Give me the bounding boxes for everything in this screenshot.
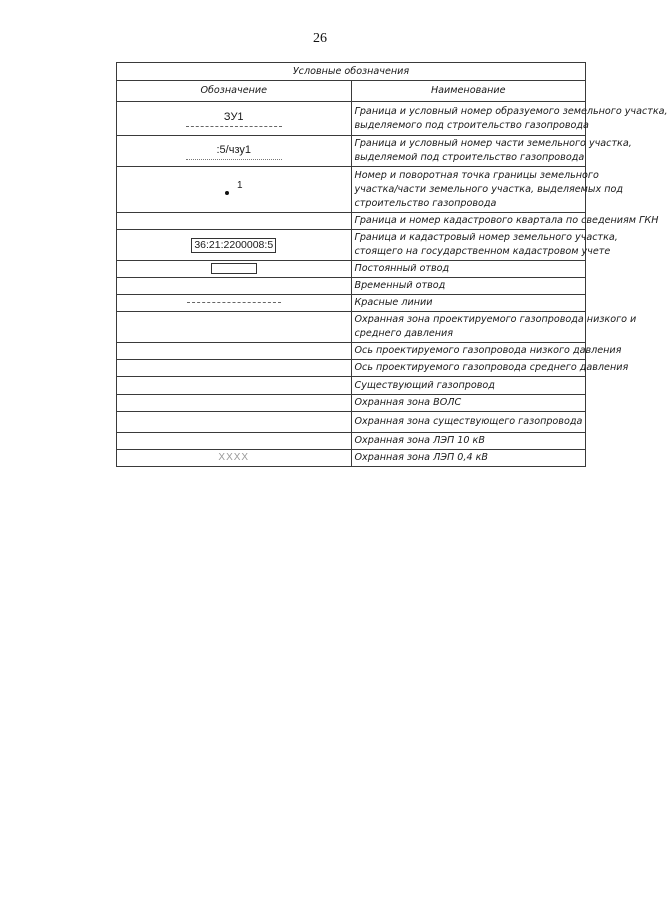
name-cell bbox=[351, 360, 629, 377]
symbol-cell bbox=[117, 102, 352, 136]
name-line: Охранная зона ВОЛС bbox=[354, 397, 462, 408]
symbol-cell bbox=[117, 136, 352, 167]
symbol-cell bbox=[117, 278, 352, 295]
name-line: Охранная зона проектируемого газопровода низкого и bbox=[354, 314, 637, 325]
table-row bbox=[117, 312, 586, 343]
page-number: 26 bbox=[313, 31, 327, 46]
symbol-cell bbox=[117, 377, 352, 395]
name-cell bbox=[351, 343, 622, 360]
column-header-name: Наименование bbox=[351, 81, 586, 102]
point-dot-icon bbox=[225, 191, 229, 195]
land-plot-symbol: ЗУ1 bbox=[186, 110, 282, 127]
name-cell bbox=[351, 412, 586, 433]
symbol-cell bbox=[117, 261, 352, 278]
name-line: Постоянный отвод bbox=[354, 263, 450, 274]
table-row bbox=[117, 412, 586, 433]
name-cell bbox=[351, 433, 586, 450]
table-row bbox=[117, 433, 586, 450]
name-line: среднего давления bbox=[354, 328, 454, 339]
name-line: Ось проектируемого газопровода низкого давления bbox=[354, 345, 622, 356]
name-line: Граница и кадастровый номер земельного участка, bbox=[354, 232, 618, 243]
name-line: участка/части земельного участка, выделяемых под bbox=[354, 183, 623, 195]
name-cell bbox=[351, 295, 586, 312]
name-cell bbox=[351, 395, 586, 412]
name-line: стоящего на государственном кадастровом учете bbox=[354, 246, 611, 257]
legend-header-row bbox=[117, 81, 586, 102]
name-line: Номер и поворотная точка границы земельного bbox=[354, 169, 599, 181]
table-row bbox=[117, 377, 586, 395]
name-line: строительство газопровода bbox=[354, 197, 497, 209]
plot-part-symbol: :5/чзу1 bbox=[186, 143, 282, 160]
table-row bbox=[117, 450, 586, 467]
name-cell bbox=[351, 450, 586, 467]
name-line: Охранная зона ЛЭП 0,4 кВ bbox=[354, 452, 488, 463]
name-cell bbox=[351, 377, 586, 395]
table-row bbox=[117, 230, 586, 261]
table-row bbox=[117, 295, 586, 312]
table-row bbox=[117, 360, 586, 377]
symbol-cell bbox=[117, 213, 352, 230]
column-header-symbol: Обозначение bbox=[117, 81, 352, 102]
name-cell bbox=[351, 278, 586, 295]
name-line: Красные линии bbox=[354, 297, 433, 308]
cadastral-number-symbol: 36:21:2200008:5 bbox=[191, 238, 276, 253]
symbol-cell bbox=[117, 433, 352, 450]
symbol-cell bbox=[117, 412, 352, 433]
symbol-cell bbox=[117, 343, 352, 360]
name-cell bbox=[351, 261, 586, 278]
name-cell bbox=[351, 312, 637, 343]
name-line: выделяемой под строительство газопровода bbox=[354, 152, 585, 163]
symbol-cell bbox=[117, 230, 352, 261]
red-lines-symbol bbox=[187, 302, 281, 303]
table-row bbox=[117, 213, 586, 230]
symbol-cell bbox=[117, 312, 352, 343]
name-line: Существующий газопровод bbox=[354, 379, 495, 391]
legend-table bbox=[116, 62, 668, 467]
name-cell bbox=[351, 167, 623, 213]
point-number: 1 bbox=[236, 179, 243, 191]
legend-table-container bbox=[116, 62, 668, 472]
name-line: Граница и номер кадастрового квартала по сведениям ГКН bbox=[354, 215, 659, 226]
power-line-zone-symbol: XXXX bbox=[218, 452, 250, 463]
table-row bbox=[117, 136, 586, 167]
symbol-cell bbox=[117, 395, 352, 412]
name-line: Временный отвод bbox=[354, 280, 446, 291]
table-row bbox=[117, 278, 586, 295]
name-cell bbox=[351, 136, 632, 167]
name-line: Ось проектируемого газопровода среднего давления bbox=[354, 362, 629, 373]
table-row bbox=[117, 343, 586, 360]
table-row bbox=[117, 261, 586, 278]
name-line: Граница и условный номер образуемого земельного участка, bbox=[354, 105, 668, 117]
symbol-cell bbox=[117, 450, 352, 467]
name-line: Охранная зона существующего газопровода bbox=[354, 416, 583, 427]
name-cell bbox=[351, 230, 618, 261]
symbol-cell bbox=[117, 295, 352, 312]
name-cell bbox=[351, 213, 659, 230]
name-cell bbox=[351, 102, 668, 136]
legend-title-row bbox=[117, 63, 586, 81]
name-line: Граница и условный номер части земельного участка, bbox=[354, 138, 632, 149]
symbol-cell bbox=[117, 360, 352, 377]
symbol-cell bbox=[117, 167, 352, 213]
name-line: выделяемого под строительство газопровода bbox=[354, 119, 589, 131]
table-row bbox=[117, 167, 586, 213]
legend-title: Условные обозначения bbox=[117, 63, 586, 81]
name-line: Охранная зона ЛЭП 10 кВ bbox=[354, 435, 485, 446]
permanent-allotment-symbol bbox=[211, 263, 257, 274]
turn-point-symbol bbox=[225, 179, 243, 195]
table-row bbox=[117, 102, 586, 136]
table-row bbox=[117, 395, 586, 412]
